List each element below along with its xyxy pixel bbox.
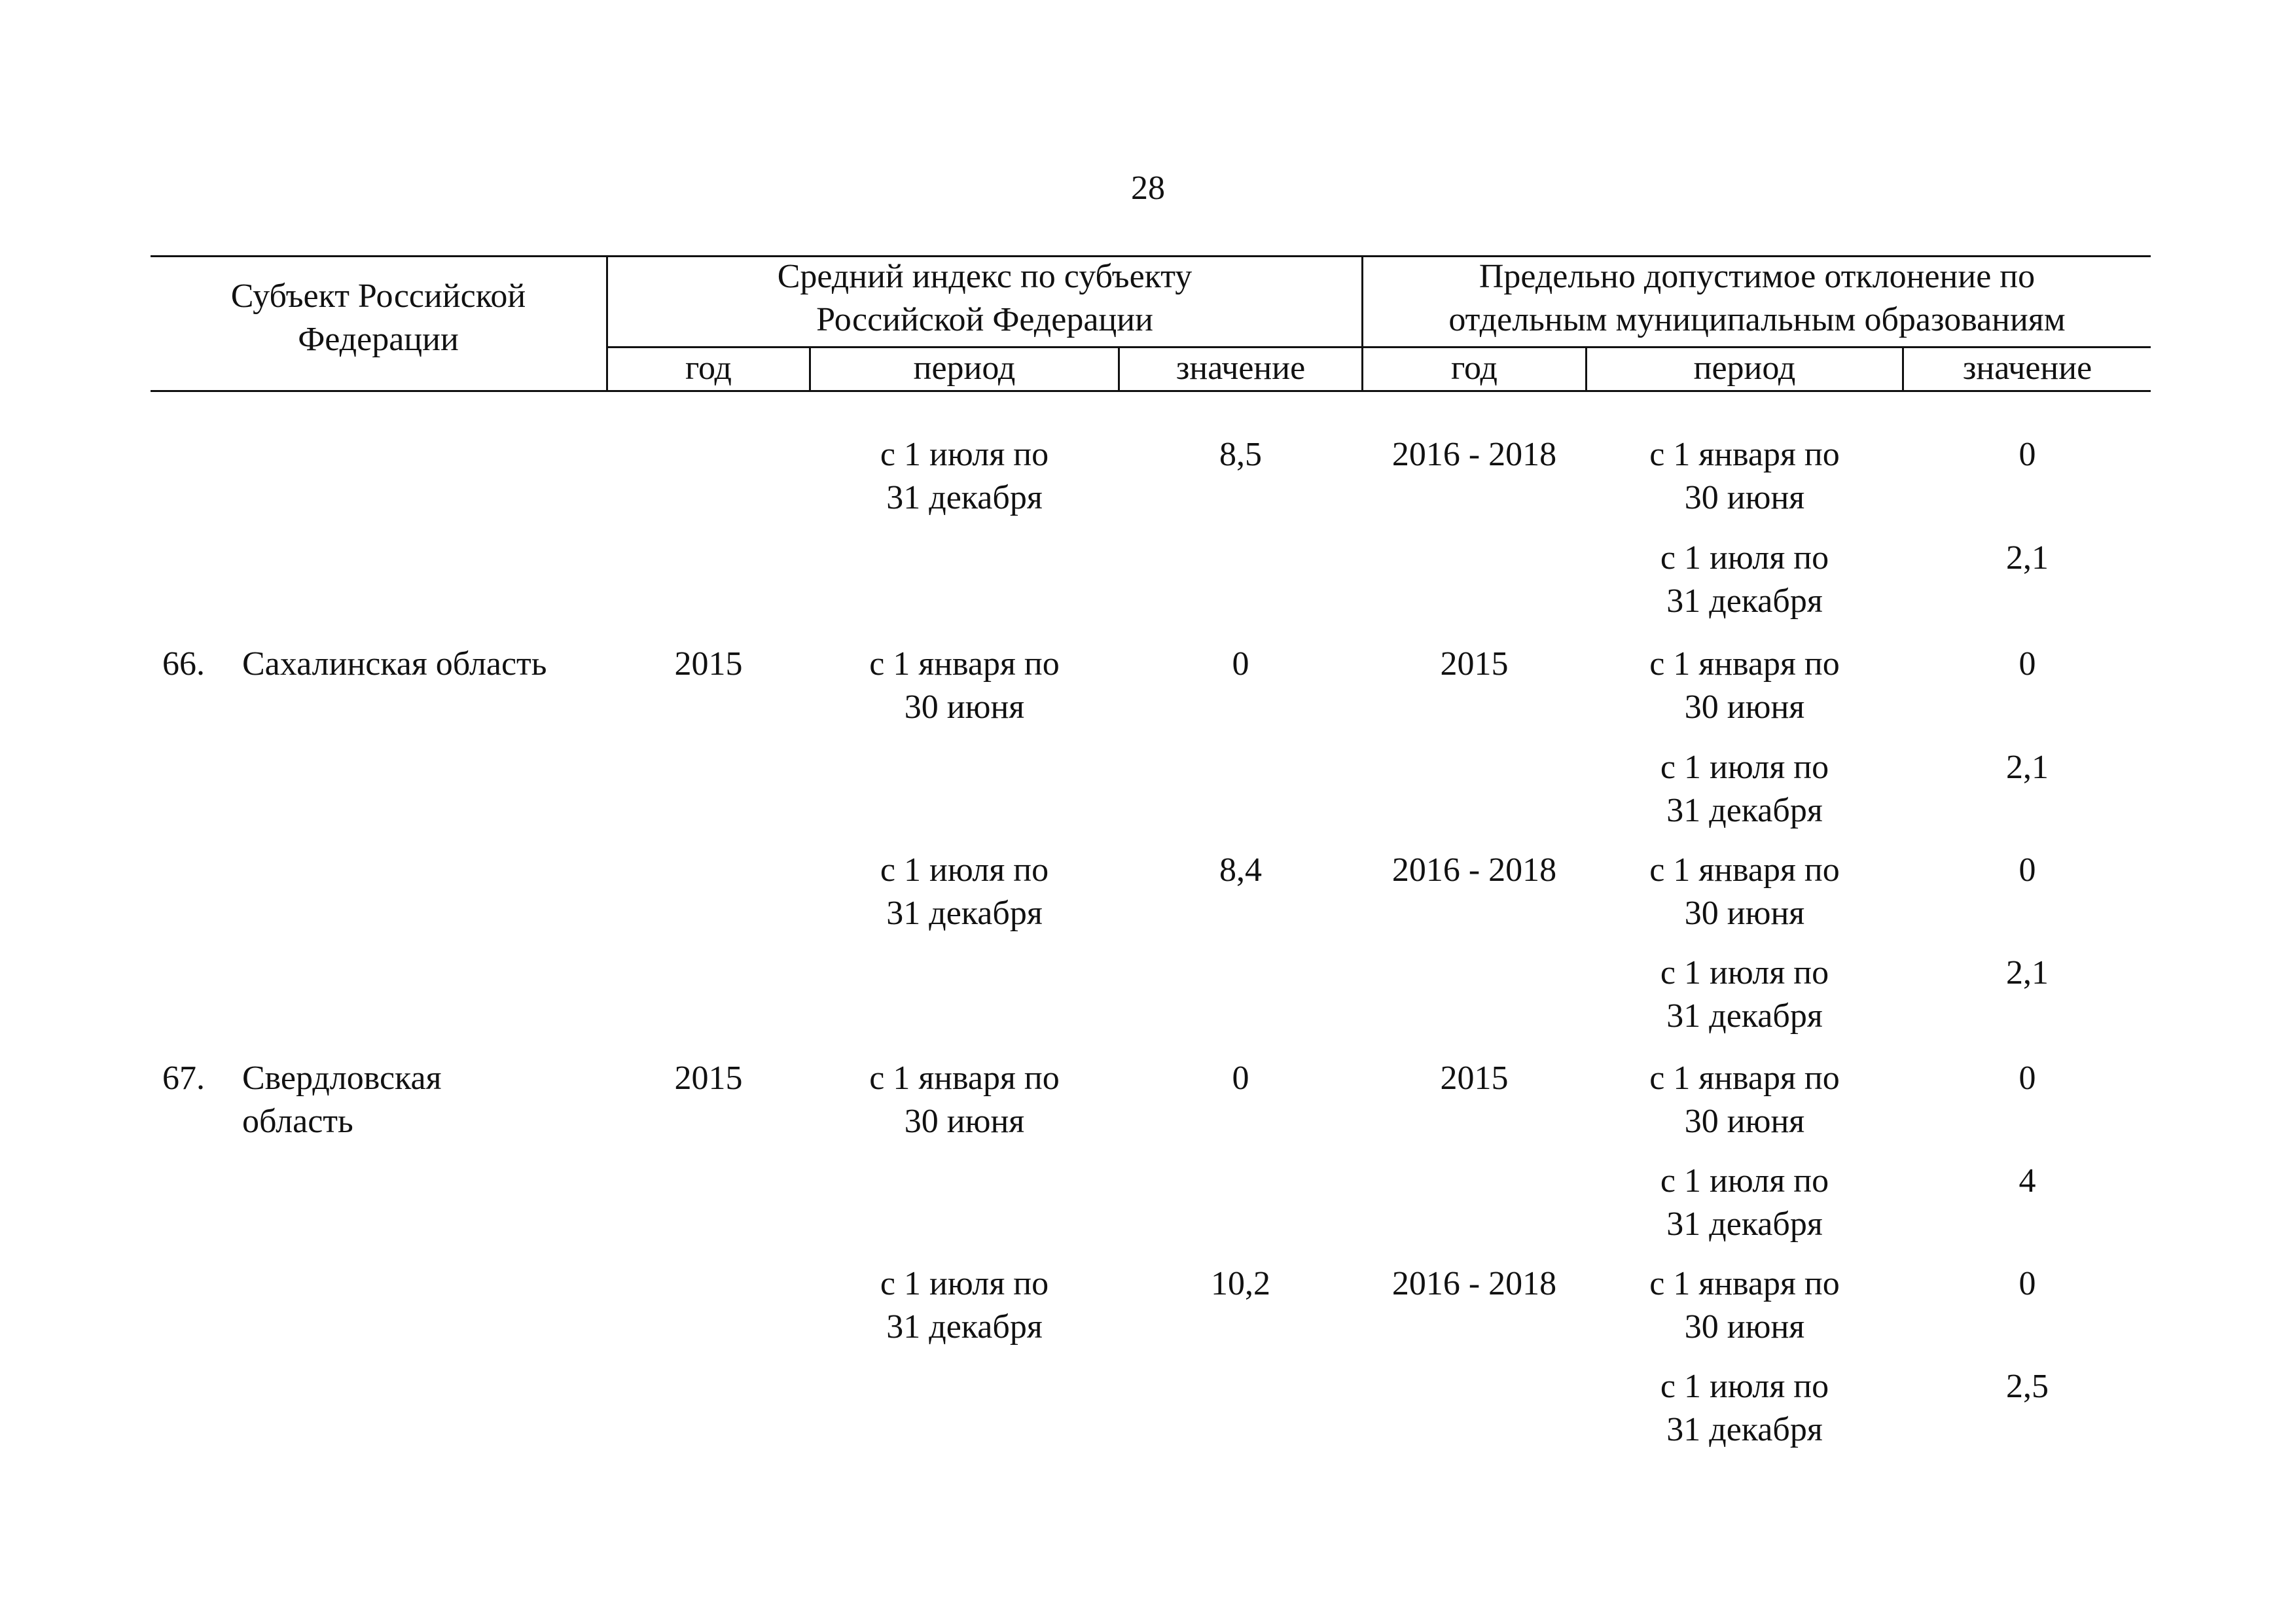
header-bottom-rule	[151, 390, 2151, 392]
max-value: 2,1	[2006, 749, 2049, 786]
header-subject	[151, 275, 606, 361]
header-avg-period: период	[913, 349, 1016, 387]
max-period: с 1 января по 30 июня	[1649, 645, 1840, 726]
row-number: 66.	[162, 645, 205, 683]
max-period: с 1 июля по 31 декабря	[1660, 1162, 1829, 1243]
subject-name: Сахалинская область	[242, 645, 547, 683]
header-subject-line2: Федерации	[298, 321, 459, 358]
max-value: 0	[2018, 1265, 2036, 1302]
header-max-value: значение	[1962, 349, 2092, 387]
header-avg-index	[608, 255, 1361, 342]
avg-value: 8,4	[1219, 851, 1262, 889]
header-max-dev-line1: Предельно допустимое отклонение по	[1479, 258, 2036, 295]
max-period: с 1 января по 30 июня	[1649, 851, 1840, 932]
max-year: 2016 - 2018	[1391, 436, 1557, 473]
max-year: 2016 - 2018	[1391, 1265, 1557, 1302]
row-number: 67.	[162, 1060, 205, 1097]
avg-period: с 1 января по 30 июня	[869, 645, 1060, 726]
max-value: 2,5	[2006, 1368, 2049, 1405]
header-avg-index-line2: Российской Федерации	[816, 301, 1153, 338]
max-period: с 1 июля по 31 декабря	[1660, 1368, 1829, 1448]
avg-value: 0	[1232, 645, 1249, 683]
max-period: с 1 июля по 31 декабря	[1660, 954, 1829, 1035]
header-subject-line1: Субъект Российской	[230, 277, 526, 315]
max-value: 2,1	[2006, 954, 2049, 991]
max-year: 2015	[1440, 1060, 1509, 1097]
max-period: с 1 июля по 31 декабря	[1660, 749, 1829, 829]
header-max-deviation	[1363, 255, 2151, 342]
header-max-year: год	[1451, 349, 1498, 387]
avg-year: 2015	[674, 645, 743, 683]
avg-value: 8,5	[1219, 436, 1262, 473]
max-period: с 1 января по 30 июня	[1649, 1265, 1840, 1346]
max-year: 2016 - 2018	[1391, 851, 1557, 889]
avg-period: с 1 июля по 31 декабря	[880, 851, 1049, 932]
max-period: с 1 января по 30 июня	[1649, 436, 1840, 516]
max-value: 2,1	[2006, 539, 2049, 577]
avg-period: с 1 июля по 31 декабря	[880, 436, 1049, 516]
avg-value: 10,2	[1211, 1265, 1270, 1302]
avg-period: с 1 июля по 31 декабря	[880, 1265, 1049, 1346]
header-max-dev-line2: отдельным муниципальным образованиям	[1448, 301, 2066, 338]
max-value: 0	[2018, 851, 2036, 889]
avg-period: с 1 января по 30 июня	[869, 1060, 1060, 1140]
header-avg-value: значение	[1175, 349, 1306, 387]
max-value: 0	[2018, 1060, 2036, 1097]
page-number: 28	[1131, 169, 1165, 207]
avg-year: 2015	[674, 1060, 743, 1097]
max-period: с 1 июля по 31 декабря	[1660, 539, 1829, 620]
subject-name: Свердловская область	[242, 1060, 442, 1140]
max-period: с 1 января по 30 июня	[1649, 1060, 1840, 1140]
data-table	[151, 255, 2151, 1603]
max-year: 2015	[1440, 645, 1509, 683]
max-value: 0	[2018, 645, 2036, 683]
max-value: 4	[2018, 1162, 2036, 1200]
header-avg-index-line1: Средний индекс по субъекту	[777, 258, 1193, 295]
header-avg-year: год	[685, 349, 732, 387]
header-max-period: период	[1693, 349, 1796, 387]
avg-value: 0	[1232, 1060, 1249, 1097]
max-value: 0	[2018, 436, 2036, 473]
